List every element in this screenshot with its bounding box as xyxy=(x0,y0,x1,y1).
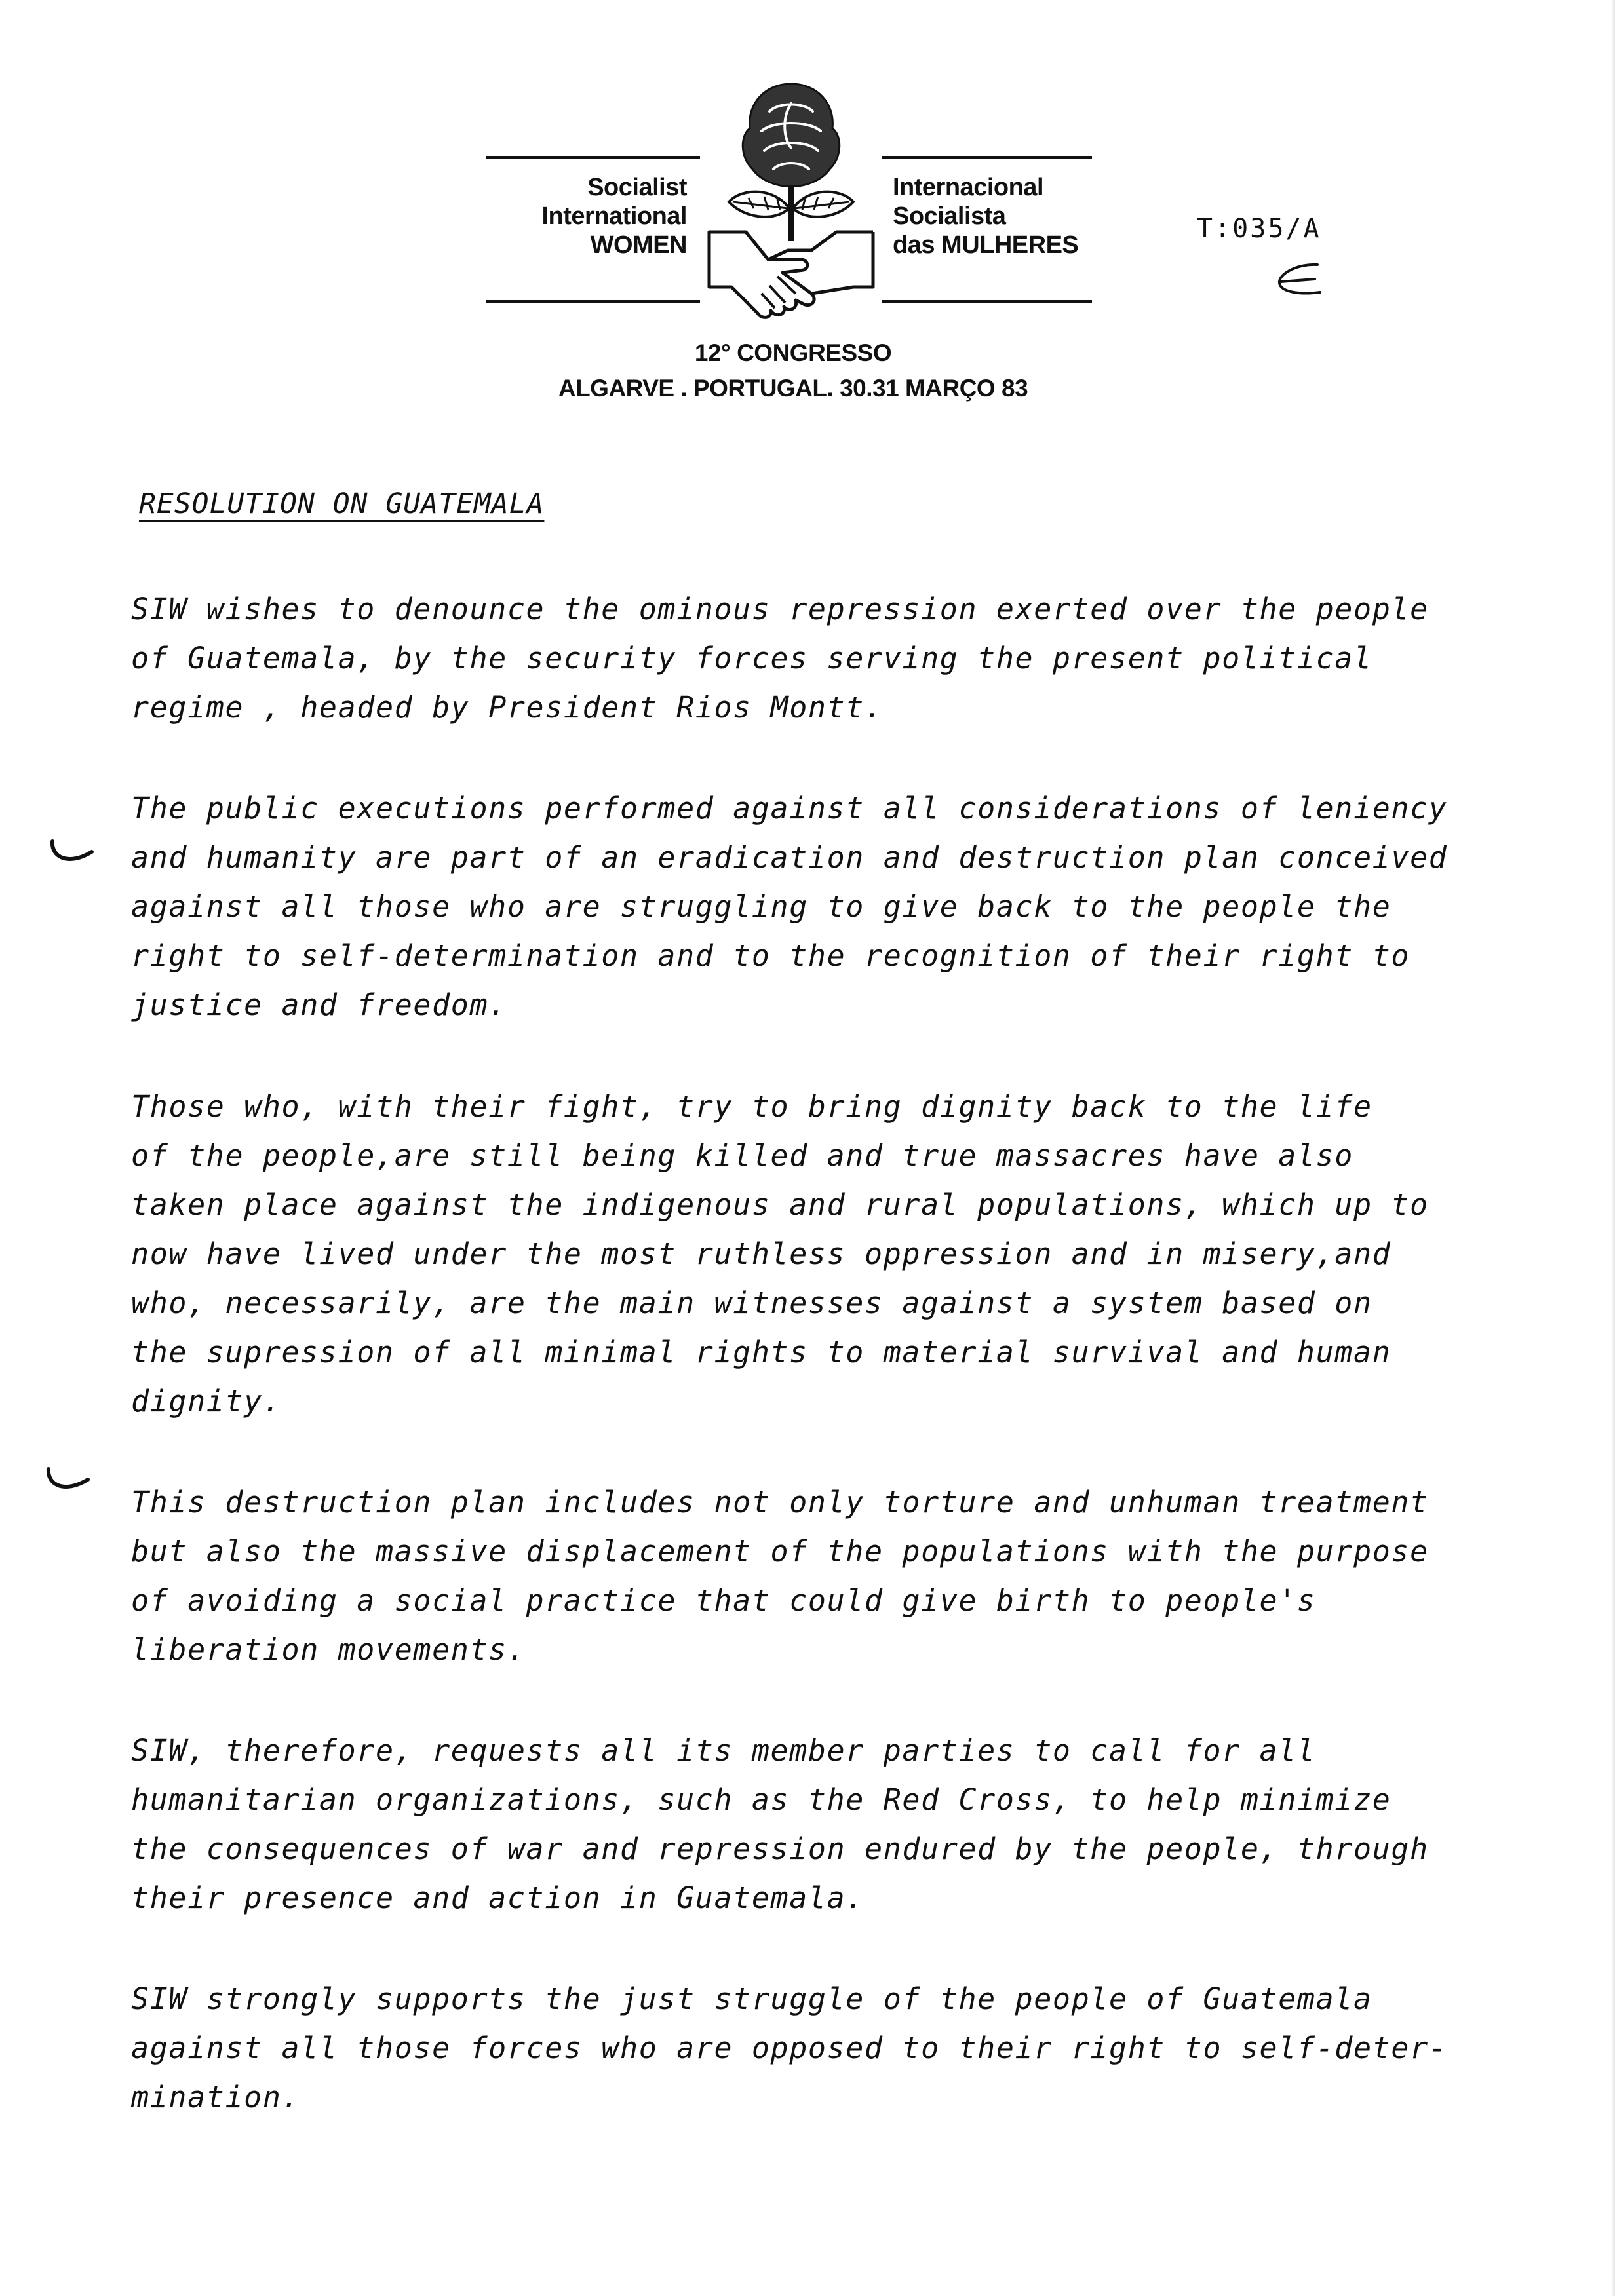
document-reference: T:035/A xyxy=(1197,214,1321,244)
margin-tick-mark-icon xyxy=(45,1465,92,1497)
header-rule-bottom-right xyxy=(882,300,1092,303)
paragraph: Those who, with their fight, try to bring dignity back to the life of the people,are still being killed and true massacres have also taken place against the indigenous and rural populations, which up to now have lived under the most ruthless oppression and in misery,and who, necessarily, are the main witnesses against a system based on the supression of all minimal rights to material survival and human dignity. xyxy=(131,1089,1429,1419)
congress-heading xyxy=(498,335,1088,406)
paragraph: This destruction plan includes not only torture and unhuman treatment but also the massive displacement of the populations with the purpose of avoiding a social practice that could give birth to people's liberation movements. xyxy=(131,1485,1429,1667)
congress-title: 12° CONGRESSO xyxy=(694,339,892,366)
logo-line: WOMEN xyxy=(590,231,687,259)
resolution-title: RESOLUTION ON GUATEMALA xyxy=(139,488,545,520)
header-rule-bottom xyxy=(486,300,700,303)
logo-line: Internacional xyxy=(893,174,1043,201)
handwritten-mark xyxy=(1272,259,1324,301)
logo-line: das MULHERES xyxy=(893,231,1079,259)
paragraph: SIW strongly supports the just struggle of the people of Guatemala against all those forces who are opposed to their right to self-deter- mination. xyxy=(131,1981,1448,2114)
header-rule-top xyxy=(486,156,700,159)
logo-text-portuguese xyxy=(893,173,1116,259)
margin-tick-mark-icon xyxy=(49,837,96,869)
rose-handshake-emblem-icon xyxy=(696,77,886,324)
logo-line: Socialist xyxy=(587,174,687,201)
paragraph: The public executions performed against all considerations of leniency and humanity are part of an eradication and destruction plan conceived against all those who are struggling to give back to the people the right to self-determination and to the recognition of their right to justice and freedom. xyxy=(131,791,1448,1022)
scan-edge xyxy=(1611,0,1615,2296)
logo-line: International xyxy=(541,202,687,230)
paragraph: SIW, therefore, requests all its member parties to call for all humanitarian organizations, such as the Red Cross, to help minimize the consequences of war and repression endured by the people, through their presence and action in Guatemala. xyxy=(131,1733,1429,1915)
congress-location-date: ALGARVE . PORTUGAL. 30.31 MARÇO 83 xyxy=(558,375,1028,402)
logo-line: Socialista xyxy=(893,202,1006,230)
paragraph: SIW wishes to denounce the ominous repression exerted over the people of Guatemala, by the security forces serving the present political regime , headed by President Rios Montt. xyxy=(131,592,1429,725)
logo-text-english xyxy=(485,173,687,259)
header-rule-top-right xyxy=(882,156,1092,159)
